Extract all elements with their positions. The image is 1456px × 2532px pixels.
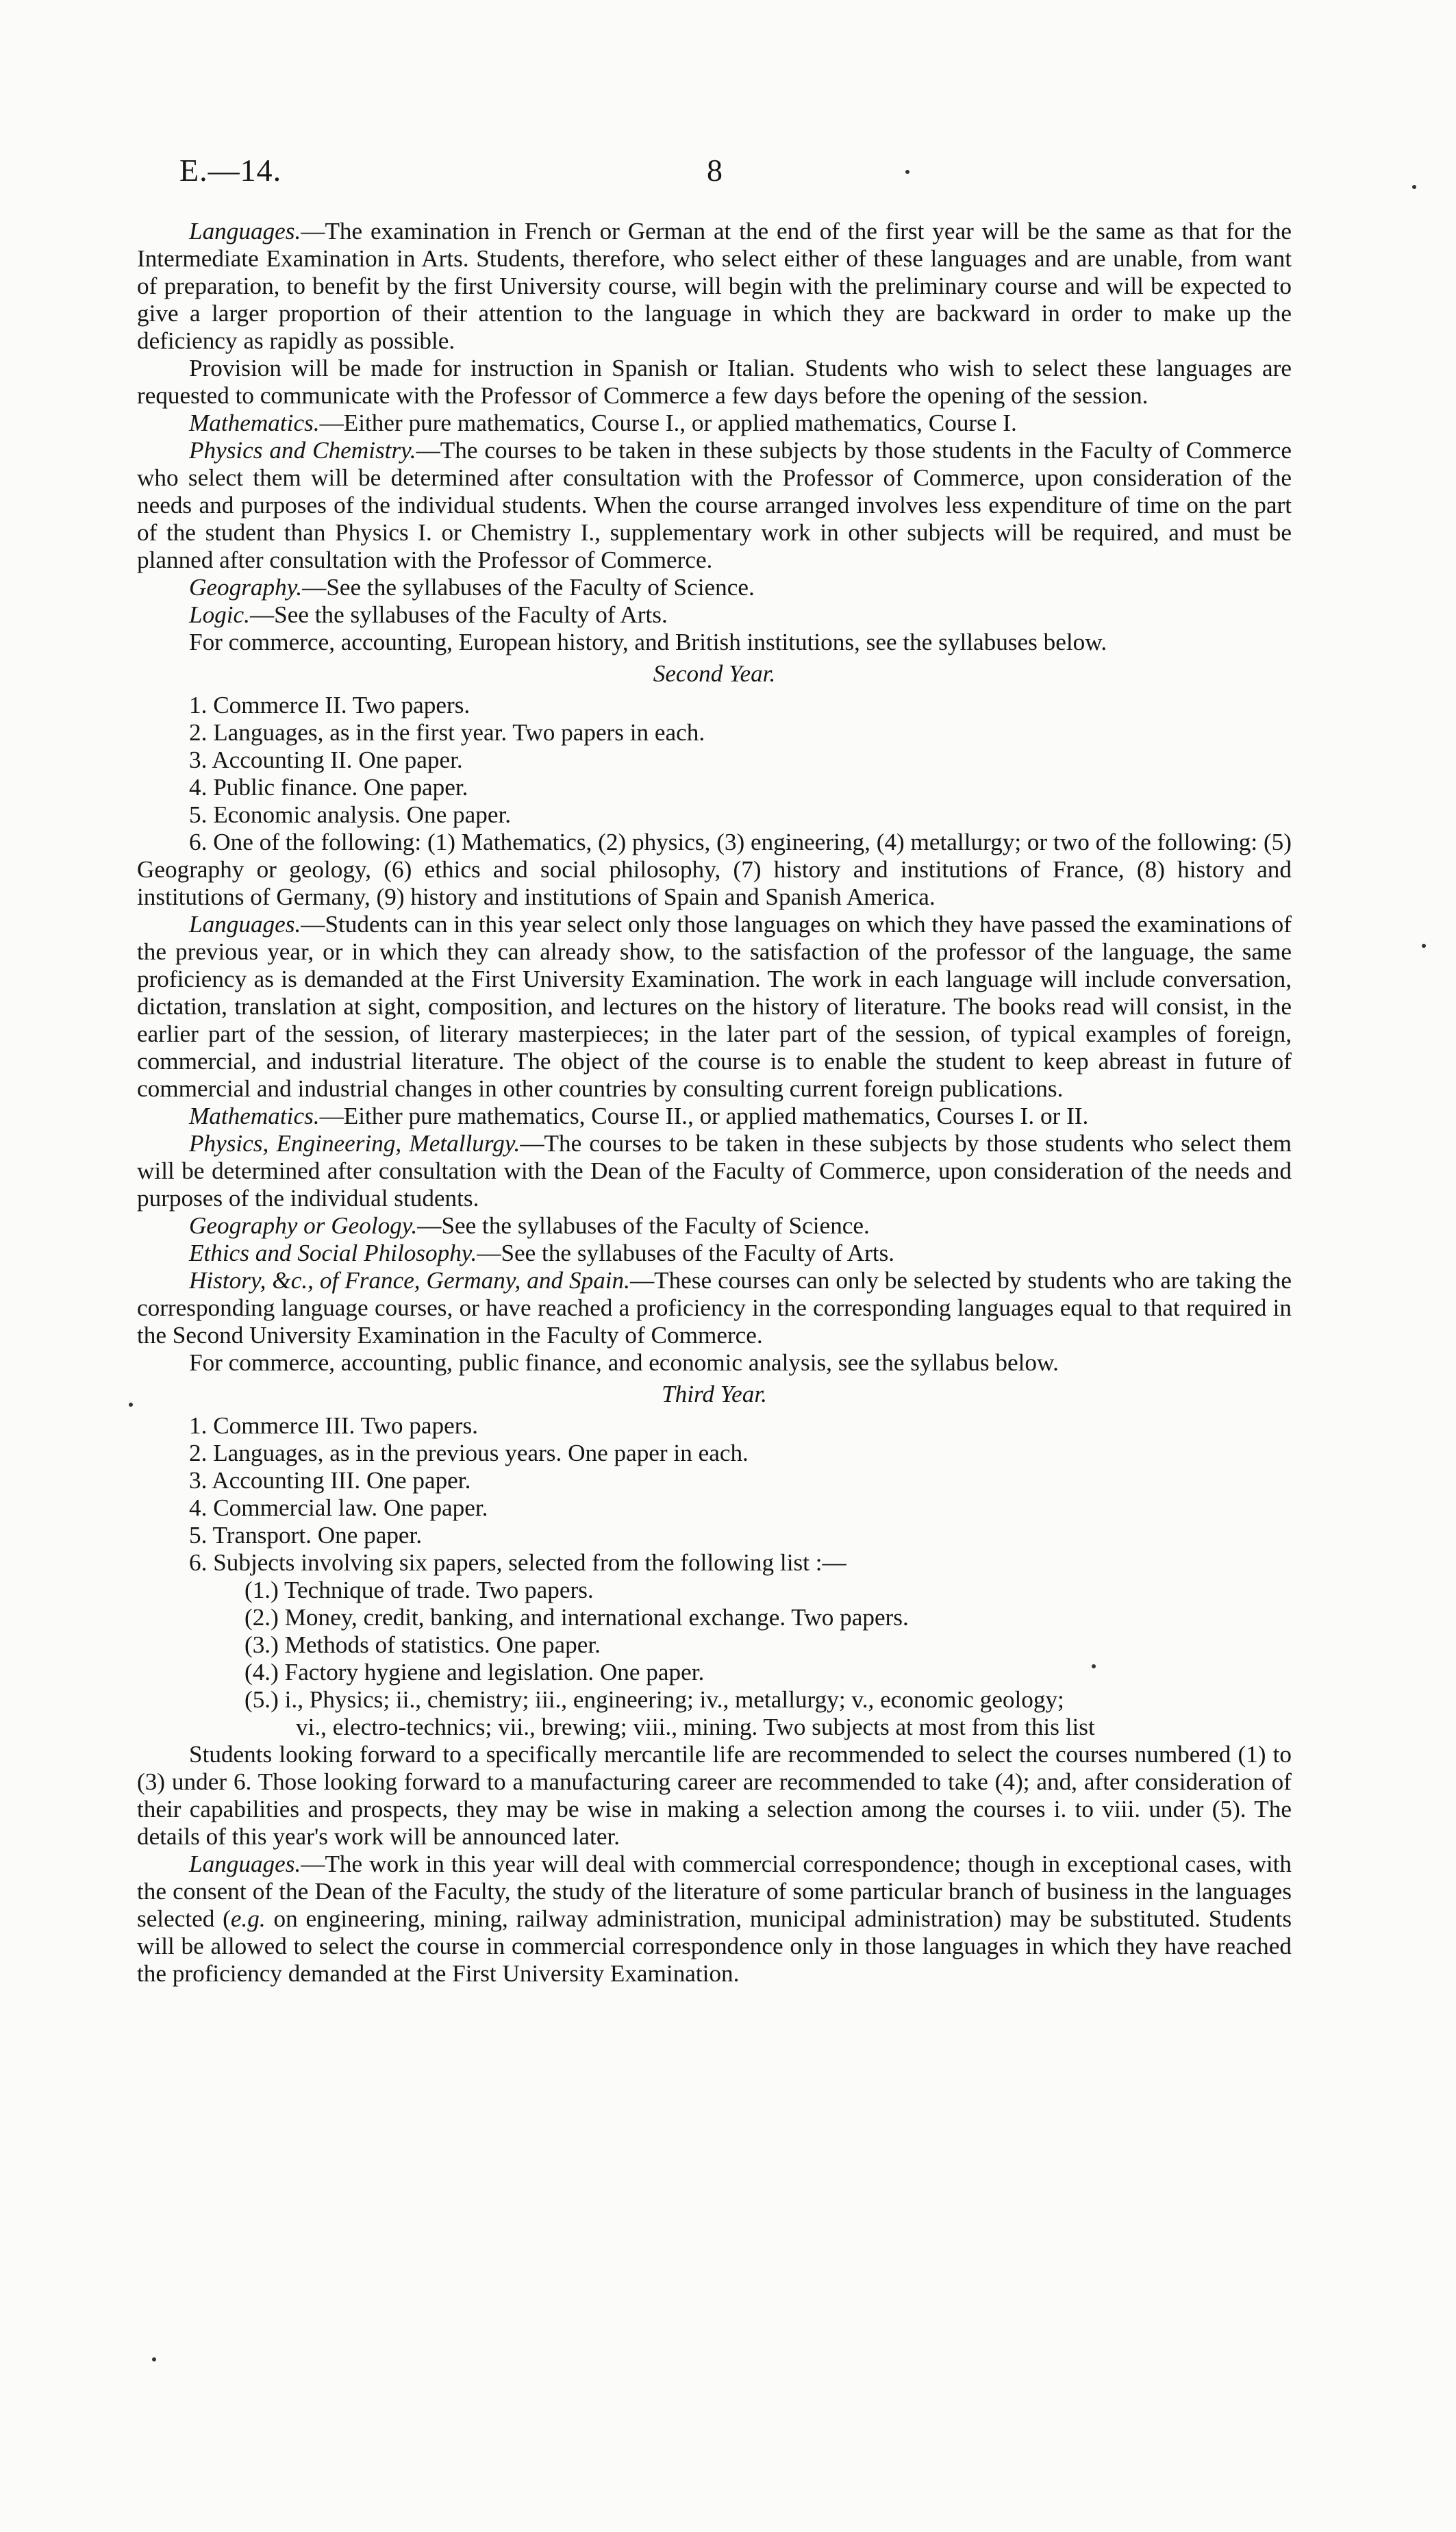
paragraph-languages-first-year: [137, 218, 1292, 355]
paragraph-text: For commerce, accounting, public finance, and economic analysis, see the syllabus below.: [189, 1349, 1059, 1376]
paragraph-label: Logic.: [189, 601, 250, 628]
paragraph-text: —See the syllabuses of the Faculty of Science.: [417, 1212, 870, 1239]
print-speck: [1092, 1664, 1096, 1668]
paragraph-text: —These courses can only be selected by students who are taking the corresponding language courses, or have reached a proficiency in the corresponding languages equal to that required in the Second University Examination in the Faculty of Commerce.: [137, 1267, 1292, 1349]
list-item: 2. Languages, as in the previous years. One paper in each.: [189, 1440, 749, 1466]
paragraph-text: —See the syllabuses of the Faculty of Arts.: [477, 1240, 895, 1266]
list-item: 4. Public finance. One paper.: [189, 774, 468, 801]
paragraph-label: Geography.: [189, 574, 303, 601]
print-speck: [1422, 944, 1426, 948]
paragraph-text: Students looking forward to a specifically mercantile life are recommended to select the courses numbered (1) to (3) under 6. Those looking forward to a manufacturing career are recommended to take (4); and, after consideration of their capabilities and prospects, they may be wise in making a selection among the courses i. to viii. under (5). The details of this year's work will be announced later.: [137, 1741, 1292, 1850]
paragraph-ethics: [137, 1240, 1292, 1267]
document-reference: E.—14.: [179, 153, 282, 188]
list-item: 6. Subjects involving six papers, selected from the following list :—: [189, 1549, 846, 1576]
list-item: 2. Languages, as in the first year. Two papers in each.: [189, 719, 705, 746]
paragraph-text: on engineering, mining, railway administration, municipal administration) may be substituted. Students will be allowed to select the course in commercial correspondence only in those languages in which they have reached the proficiency demanded at the First University Examination.: [137, 1905, 1292, 1987]
paragraph-languages-third-year: [137, 1851, 1292, 1988]
list-item: 5. Transport. One paper.: [189, 1522, 423, 1549]
list-item: 1. Commerce III. Two papers.: [189, 1412, 478, 1439]
list-item: 4. Commercial law. One paper.: [189, 1494, 488, 1521]
sub-list-item: (4.) Factory hygiene and legislation. One paper.: [244, 1659, 705, 1685]
paragraph-text: For commerce, accounting, European history, and British institutions, see the syllabuses below.: [189, 629, 1107, 655]
paragraph-label: Geography or Geology.: [189, 1212, 418, 1239]
paragraph-syllabus-reference-first: [137, 629, 1292, 656]
list-item: 5. Economic analysis. One paper.: [189, 801, 512, 828]
sub-list-item: (1.) Technique of trade. Two papers.: [244, 1577, 594, 1603]
list-item: 1. Commerce II. Two papers.: [189, 692, 470, 718]
page-body: [137, 218, 1292, 1988]
paragraph-text: —See the syllabuses of the Faculty of Arts.: [249, 601, 668, 628]
paragraph-languages-second-year: [137, 911, 1292, 1103]
list-item: 3. Accounting III. One paper.: [189, 1467, 471, 1494]
paragraph-physics-chemistry: [137, 437, 1292, 574]
paragraph-mathematics-second-year: [137, 1103, 1292, 1130]
paragraph-label: Ethics and Social Philosophy.: [189, 1240, 477, 1266]
paragraph-spanish-italian: [137, 355, 1292, 410]
paragraph-text: —The examination in French or German at the end of the first year will be the same as that for the Intermediate Examination in Arts. Students, therefore, who select either of these languages and are unable, from want of preparation, to benefit by the first University course, will begin with the preliminary course and will be expected to give a larger proportion of their attention to the language in which they are backward in order to make up the deficiency as rapidly as possible.: [137, 218, 1292, 354]
page-number: 8: [707, 153, 723, 188]
print-speck: [152, 2357, 156, 2361]
paragraph-text: —Students can in this year select only those languages on which they have passed the examinations of the previous year, or in which they can already show, to the satisfaction of the professor of the language, the same proficiency as is demanded at the First University Examination. The work in each language will include conversation, dictation, translation at sight, composition, and lectures on the history of literature. The books read will consist, in the earlier part of the session, of literary masterpieces; in the later part of the session, of typical examples of foreign, commercial, and industrial literature. The object of the course is to enable the student to keep abreast in future of commercial and industrial changes in other countries by consulting current foreign publications.: [137, 911, 1292, 1102]
list-item: 3. Accounting II. One paper.: [189, 747, 463, 773]
paragraph-text: Provision will be made for instruction in Spanish or Italian. Students who wish to select these languages are requested to communicate with the Professor of Commerce a few days before the opening of the session.: [137, 355, 1292, 409]
paragraph-text: —Either pure mathematics, Course I., or applied mathematics, Course I.: [319, 410, 1017, 436]
paragraph-syllabus-reference-second: [137, 1349, 1292, 1377]
paragraph-abbreviation: e.g.: [230, 1905, 266, 1932]
paragraph-text: —Either pure mathematics, Course II., or applied mathematics, Courses I. or II.: [319, 1103, 1089, 1129]
paragraph-geography-geology: [137, 1212, 1292, 1240]
paragraph-label: Languages.: [189, 911, 301, 938]
paragraph-label: Mathematics.: [189, 410, 320, 436]
sub-list-item: (3.) Methods of statistics. One paper.: [244, 1631, 601, 1658]
print-speck: [129, 1403, 133, 1407]
paragraph-text: —The work in this year will deal with commercial correspondence; though in exceptional cases, with the consent of the Dean of the Faculty, the study of the literature of some particular branch of business in the languages selected (: [137, 1851, 1292, 1932]
paragraph-recommendations: [137, 1741, 1292, 1851]
paragraph-label: Mathematics.: [189, 1103, 320, 1129]
section-heading-second-year: Second Year.: [653, 660, 776, 687]
paragraph-physics-engineering: [137, 1130, 1292, 1212]
paragraph-label: Languages.: [189, 218, 301, 245]
sub-list-item-continuation: vi., electro-technics; vii., brewing; viii., mining. Two subjects at most from this list: [296, 1714, 1095, 1740]
paragraph-text: —The courses to be taken in these subjects by those students who select them will be determined after consultation with the Dean of the Faculty of Commerce, upon consideration of the needs and purposes of the individual students.: [137, 1130, 1292, 1212]
sub-list-item: (2.) Money, credit, banking, and international exchange. Two papers.: [244, 1604, 909, 1631]
paragraph-label: Physics, Engineering, Metallurgy.: [189, 1130, 520, 1157]
paragraph-label: Physics and Chemistry.: [189, 437, 416, 464]
print-speck: [905, 170, 909, 174]
paragraph-text: —The courses to be taken in these subjects by those students in the Faculty of Commerce who select them will be determined after consultation with the Professor of Commerce, upon consideration of the needs and purposes of the individual students. When the course arranged involves less expenditure of time on the part of the student than Physics I. or Chemistry I., supplementary work in other subjects will be required, and must be planned after consultation with the Professor of Commerce.: [137, 437, 1292, 573]
paragraph-label: Languages.: [189, 1851, 301, 1877]
sub-list-item: (5.) i., Physics; ii., chemistry; iii., engineering; iv., metallurgy; v., economic geology;: [244, 1686, 1064, 1713]
paragraph-text: —See the syllabuses of the Faculty of Science.: [302, 574, 755, 601]
paragraph-logic: [137, 601, 1292, 629]
section-heading-third-year: Third Year.: [662, 1381, 767, 1407]
paragraph-geography: [137, 574, 1292, 601]
paragraph-history: [137, 1267, 1292, 1349]
print-speck: [1412, 185, 1416, 189]
list-item-six-options: 6. One of the following: (1) Mathematics, (2) physics, (3) engineering, (4) metallurgy; or two of the following: (5) Geography or geology, (6) ethics and social philosophy, (7) history and institutions of France, (8) history and institutions of Germany, (9) history and institutions of Spain and Spanish America.: [137, 829, 1292, 910]
paragraph-label: History, &c., of France, Germany, and Spain.: [189, 1267, 630, 1294]
paragraph-mathematics-first-year: [137, 410, 1292, 437]
